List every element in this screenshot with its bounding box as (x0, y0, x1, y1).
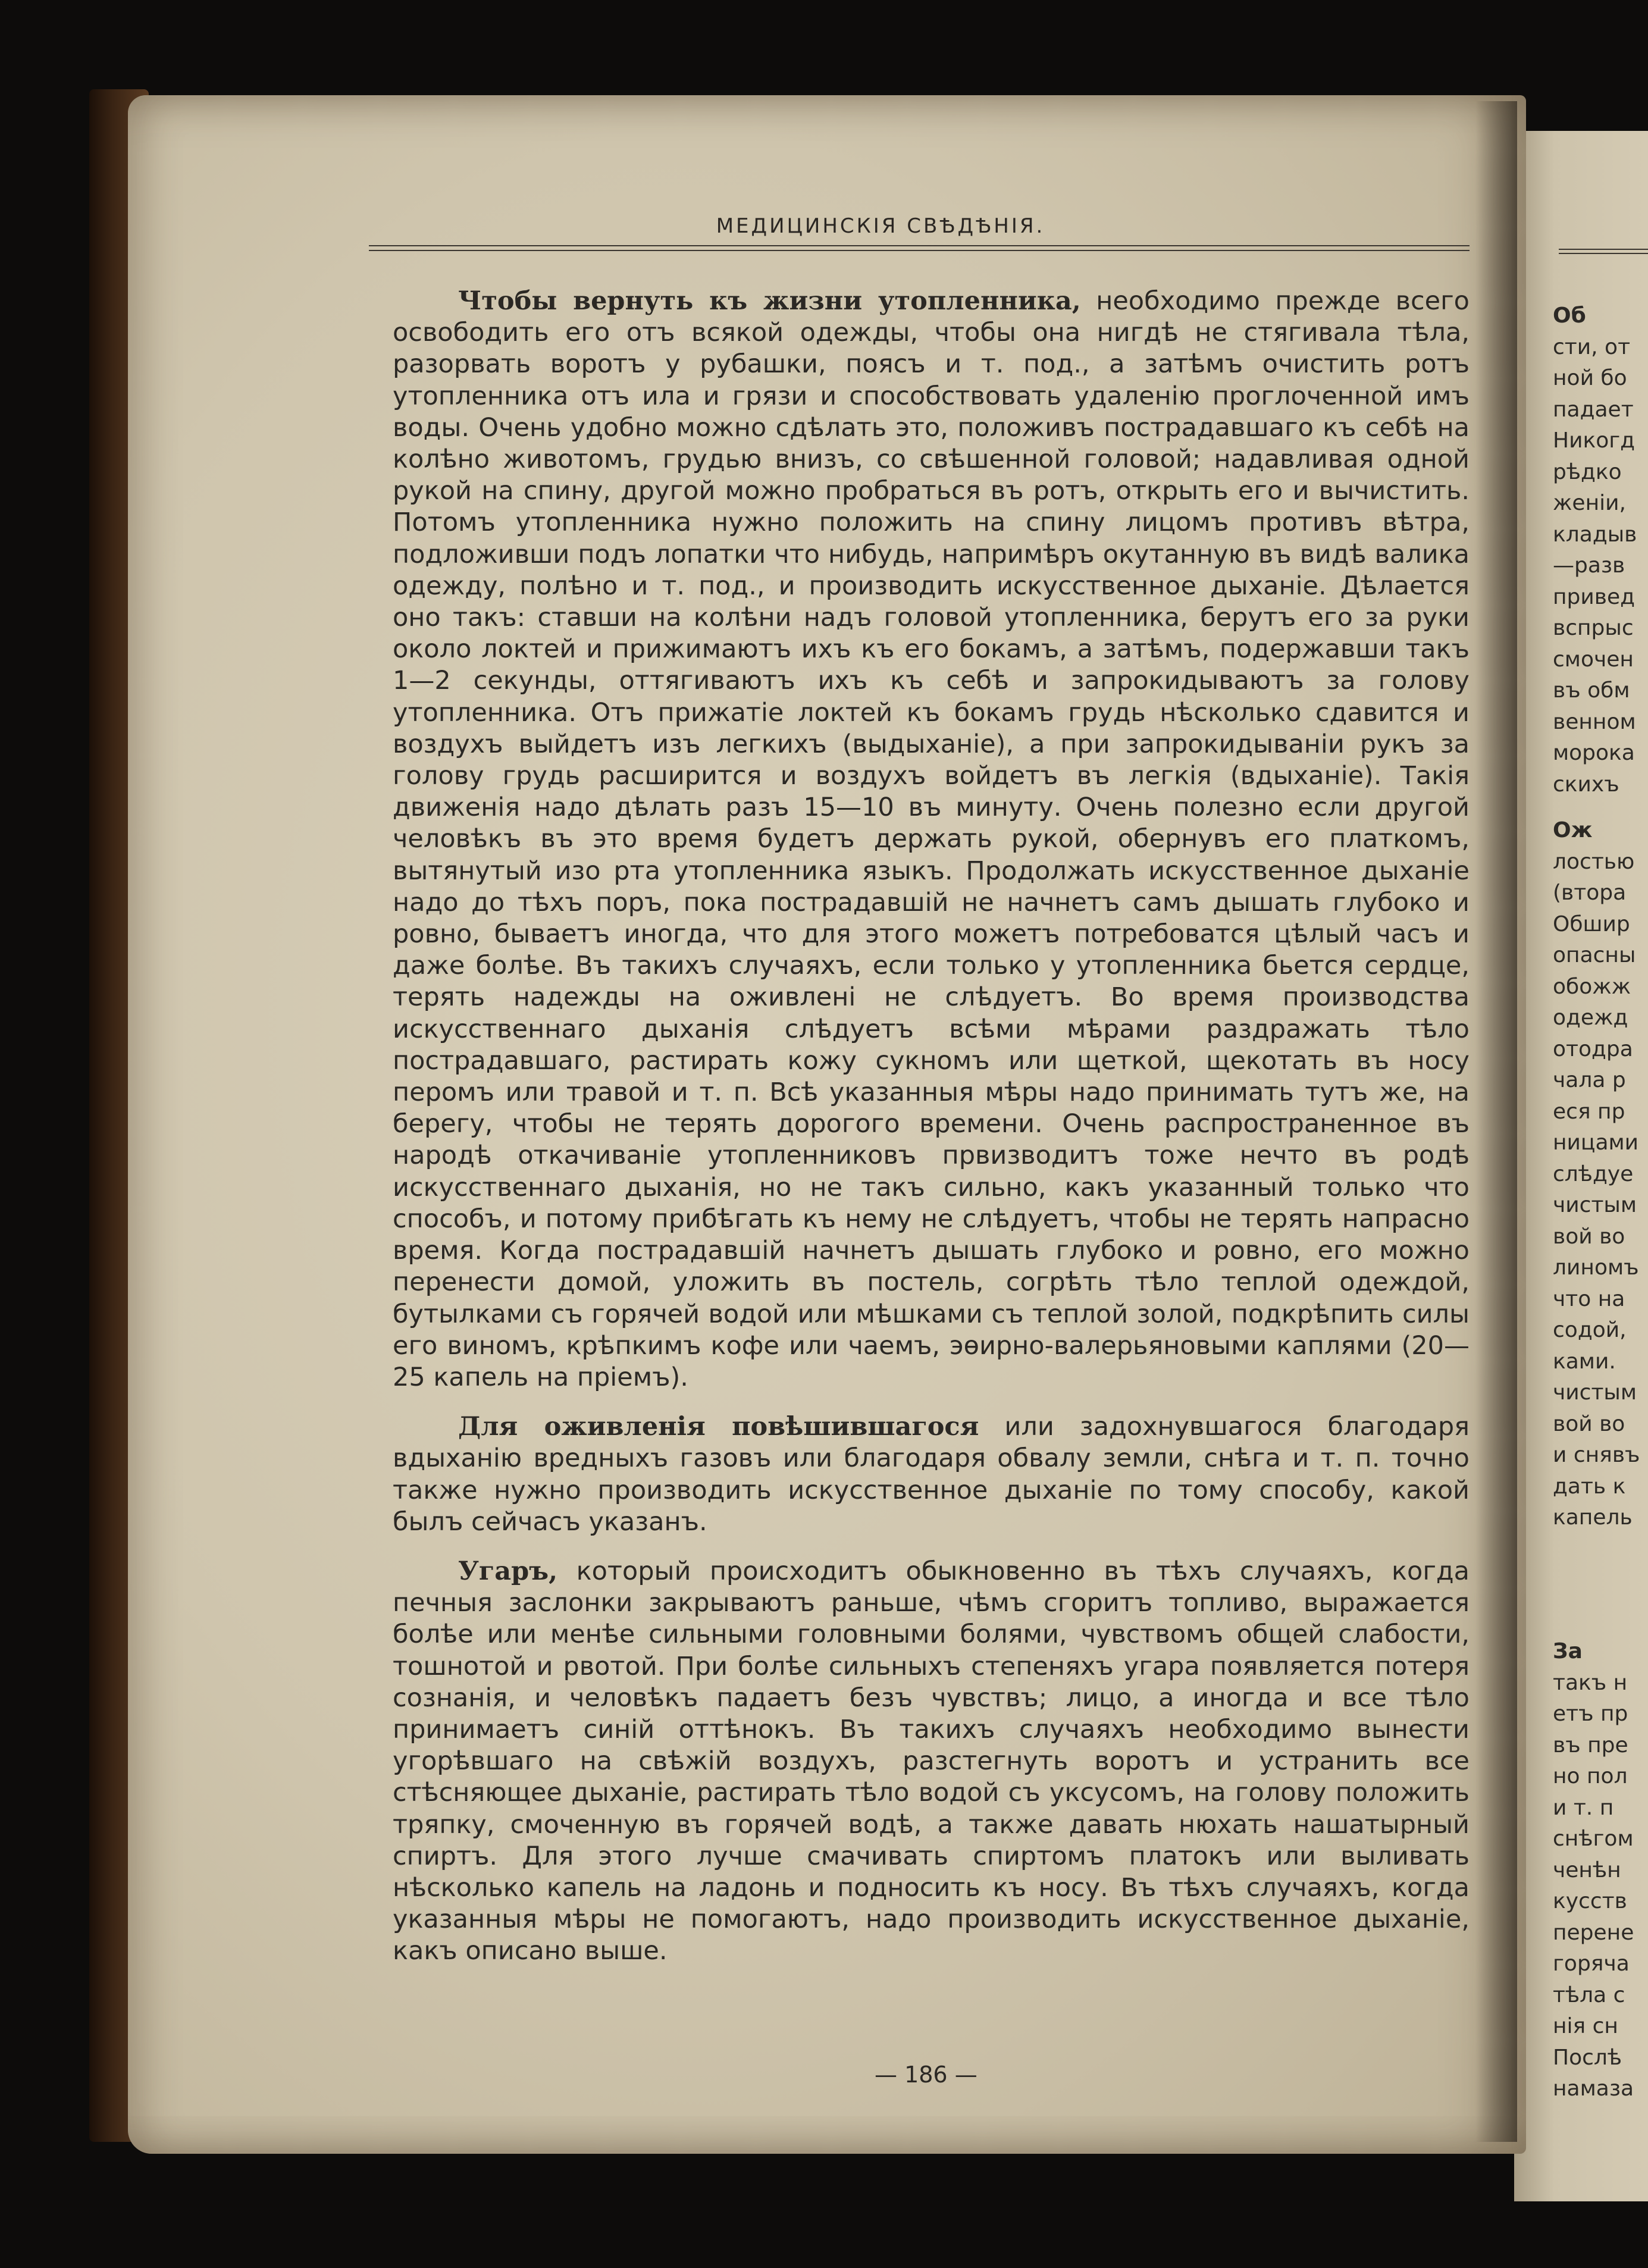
facing-page-line: и т. п (1553, 1795, 1614, 1820)
facing-page-line: и снявъ (1553, 1443, 1640, 1467)
facing-page-line: привед (1553, 584, 1636, 609)
facing-page-line: етъ пр (1553, 1702, 1628, 1726)
facing-page-line: что на (1553, 1286, 1625, 1311)
facing-page-line: кладыв (1553, 522, 1637, 547)
paragraph-hanging (393, 1411, 1470, 1538)
facing-page-line: Об (1553, 303, 1586, 328)
facing-page-line: горяча (1553, 1951, 1630, 1976)
facing-page-header-rule (1559, 249, 1648, 254)
facing-page-line: Ож (1553, 818, 1593, 842)
paragraph-text: или задохнувшагося благодаря вдыханію вредныхъ газовъ или благодаря обвалу земли, снѣга и т. п. точно также нужно производить искусственное дыханіе по тому способу, какой былъ сейчасъ указанъ. (393, 1412, 1470, 1537)
facing-page-line: обожж (1553, 974, 1631, 999)
facing-page-line: смочен (1553, 647, 1634, 672)
facing-page-line: въ обм (1553, 678, 1630, 703)
facing-page-line: содой, (1553, 1318, 1627, 1342)
facing-page-line: ченѣн (1553, 1857, 1621, 1882)
page-body (393, 286, 1470, 1985)
facing-page-line: вой во (1553, 1411, 1625, 1436)
facing-page-line: дать к (1553, 1474, 1626, 1499)
facing-page-line: скихъ (1553, 772, 1619, 797)
paragraph-lead: Для оживленія повѣшившагося (458, 1412, 979, 1442)
facing-page-line: въ пре (1553, 1733, 1628, 1758)
facing-page-line: кусств (1553, 1889, 1627, 1913)
facing-page-line: женіи, (1553, 491, 1626, 515)
facing-page-line: но пол (1553, 1764, 1628, 1788)
facing-page-line: —разв (1553, 553, 1625, 578)
facing-page-line: нія сн (1553, 2014, 1618, 2038)
facing-page-line: вой во (1553, 1224, 1625, 1249)
facing-page-line: (втора (1553, 881, 1627, 905)
facing-page-line: отодра (1553, 1036, 1633, 1061)
facing-page-line: тѣла с (1553, 1982, 1625, 2007)
facing-page-line: вспрыс (1553, 616, 1634, 640)
facing-page-line: ницами (1553, 1130, 1639, 1155)
facing-page-line: Никогд (1553, 428, 1636, 453)
facing-page-line: перене (1553, 1920, 1634, 1945)
facing-page-line: чистым (1553, 1193, 1637, 1217)
running-header: МЕДИЦИНСКІЯ СВѢДѢНІЯ. (716, 214, 1045, 238)
facing-page-line: намаза (1553, 2076, 1634, 2101)
paragraph-lead: Чтобы вернуть къ жизни утопленника, (458, 286, 1081, 316)
facing-page-line: слѣдуе (1553, 1161, 1634, 1186)
facing-page-line: морока (1553, 741, 1635, 765)
paragraph-drowning (393, 286, 1470, 1393)
facing-page-line: еся пр (1553, 1099, 1625, 1124)
facing-page-line: снѣгом (1553, 1827, 1634, 1851)
facing-page-line: Обшир (1553, 911, 1630, 936)
facing-page-line: ной бо (1553, 366, 1627, 390)
paragraph-text: необходимо прежде всего освободить его отъ всякой одежды, чтобы она нигдѣ не стягивала тѣла, разорвать воротъ у рубашки, поясъ и т. под., а затѣмъ очистить ротъ утопленника отъ ила и грязи и способствовать удаленію проглоченной имъ воды. Очень удобно можно сдѣлать это, положивъ пострадавшаго къ себѣ на колѣно животомъ, грудью внизъ, со свѣшенной головой; надавливая одной рукой на спину, другой можно пробраться въ ротъ, открыть его и вычистить. Потомъ утопленника нужно положить на спину лицомъ противъ вѣтра, подложивши подъ лопатки что нибудь, напримѣръ окутанную въ видѣ валика одежду, полѣно и т. под., и производить искусственное дыханіе. Дѣлается оно такъ: ставши на колѣни надъ головой утопленника, берутъ его за руки около локтей и прижимаютъ ихъ къ его бокамъ, а затѣмъ, подержавши такъ 1—2 секунды, оттягиваютъ ихъ къ себѣ и запрокидываютъ за голову утопленника. Отъ прижатіе локтей къ бокамъ грудь нѣсколько сдавится и воздухъ выйдетъ изъ легкихъ (выдыханіе), а при запрокидываніи рукъ за голову грудь расширится и воздухъ войдетъ въ легкія (вдыханіе). Такія движенія надо дѣлать разъ 15—10 въ минуту. Очень полезно если другой человѣкъ въ это время будетъ держать рукой, обернувъ его платкомъ, вытянутый изо рта утопленника языкъ. Продолжать искусственное дыханіе надо до тѣхъ поръ, пока пострадавшій не начнетъ самъ дышать глубоко и ровно, бываетъ иногда, что для этого можетъ потребоватся цѣлый часъ и даже болѣе. Въ такихъ случаяхъ, если только у утопленника бьется сердце, терять надежды на оживлені не слѣдуетъ. Во время производства искусственнаго дыханія слѣдуетъ всѣми мѣрами раздражать тѣло пострадавшаго, растирать кожу сукномъ или щеткой, щекотать въ носу перомъ или травой и т. п. Всѣ указанныя мѣры надо принимать тутъ же, на берегу, чтобы не терять дорогого времени. Очень распространенное въ народѣ откачиваніе утопленниковъ првизводитъ тоже нечто въ родѣ искусственнаго дыханія, но не такъ сильно, какъ указанный только что способъ, и потому прибѣгать къ нему не слѣдуетъ, чтобы не терять напрасно время. Когда пострадавшій начнетъ дышать глубоко и ровно, его можно перенести домой, уложить въ постель, согрѣть тѣло теплой одеждой, бутылками съ горячей водой или мѣшками съ теплой золой, подкрѣпить силы его виномъ, крѣпкимъ кофе или чаемъ, эѳирно-валерьяновыми каплями (20—25 капель на пріемъ). (393, 286, 1470, 1392)
facing-page-line: капель (1553, 1505, 1633, 1530)
facing-page-line: одежд (1553, 1005, 1628, 1030)
facing-page-line: падает (1553, 397, 1634, 422)
facing-page-line: чистым (1553, 1380, 1637, 1405)
header-rule (369, 245, 1470, 251)
facing-page-line: венном (1553, 709, 1636, 734)
facing-page-line: Послѣ (1553, 2045, 1622, 2070)
paragraph-carbon-monoxide (393, 1556, 1470, 1968)
facing-page-line: сти, от (1553, 334, 1631, 359)
facing-page-line: лостью (1553, 849, 1635, 874)
facing-page-line: ками. (1553, 1349, 1616, 1374)
facing-page-line: опасны (1553, 943, 1636, 967)
facing-page-line: чала р (1553, 1068, 1626, 1092)
page-gutter-shadow (1475, 101, 1517, 2142)
facing-page-line: За (1553, 1639, 1583, 1664)
facing-page-line: линомъ (1553, 1255, 1639, 1280)
facing-page-line: такъ н (1553, 1670, 1628, 1695)
page-number: — 186 — (875, 2062, 977, 2088)
facing-page-line: рѣдко (1553, 459, 1622, 484)
paragraph-lead: Угаръ, (458, 1556, 558, 1586)
paragraph-text: который происходитъ обыкновенно въ тѣхъ случаяхъ, когда печныя заслонки закрываютъ раньше, чѣмъ сгоритъ топливо, выражается болѣе или менѣе сильными головными болями, чувствомъ общей слабости, тошнотой и рвотой. При болѣе сильныхъ степеняхъ угара появляется потеря сознанія, и человѣкъ падаетъ безъ чувствъ; лицо, а иногда и все тѣло принимаетъ синій оттѣнокъ. Въ такихъ случаяхъ необходимо вынести угорѣвшаго на свѣжій воздухъ, разстегнуть воротъ и устранить все стѣсняющее дыханіе, растирать тѣло водой съ уксусомъ, на голову положить тряпку, смоченную въ горячей водѣ, а также давать нюхать нашатырный спиртъ. Для этого лучше смачивать спиртомъ платокъ или выливать нѣсколько капель на ладонь и подносить къ носу. Въ тѣхъ случаяхъ, когда указанныя мѣры не помогаютъ, надо производить искусственное дыханіе, какъ описано выше. (393, 1556, 1470, 1966)
